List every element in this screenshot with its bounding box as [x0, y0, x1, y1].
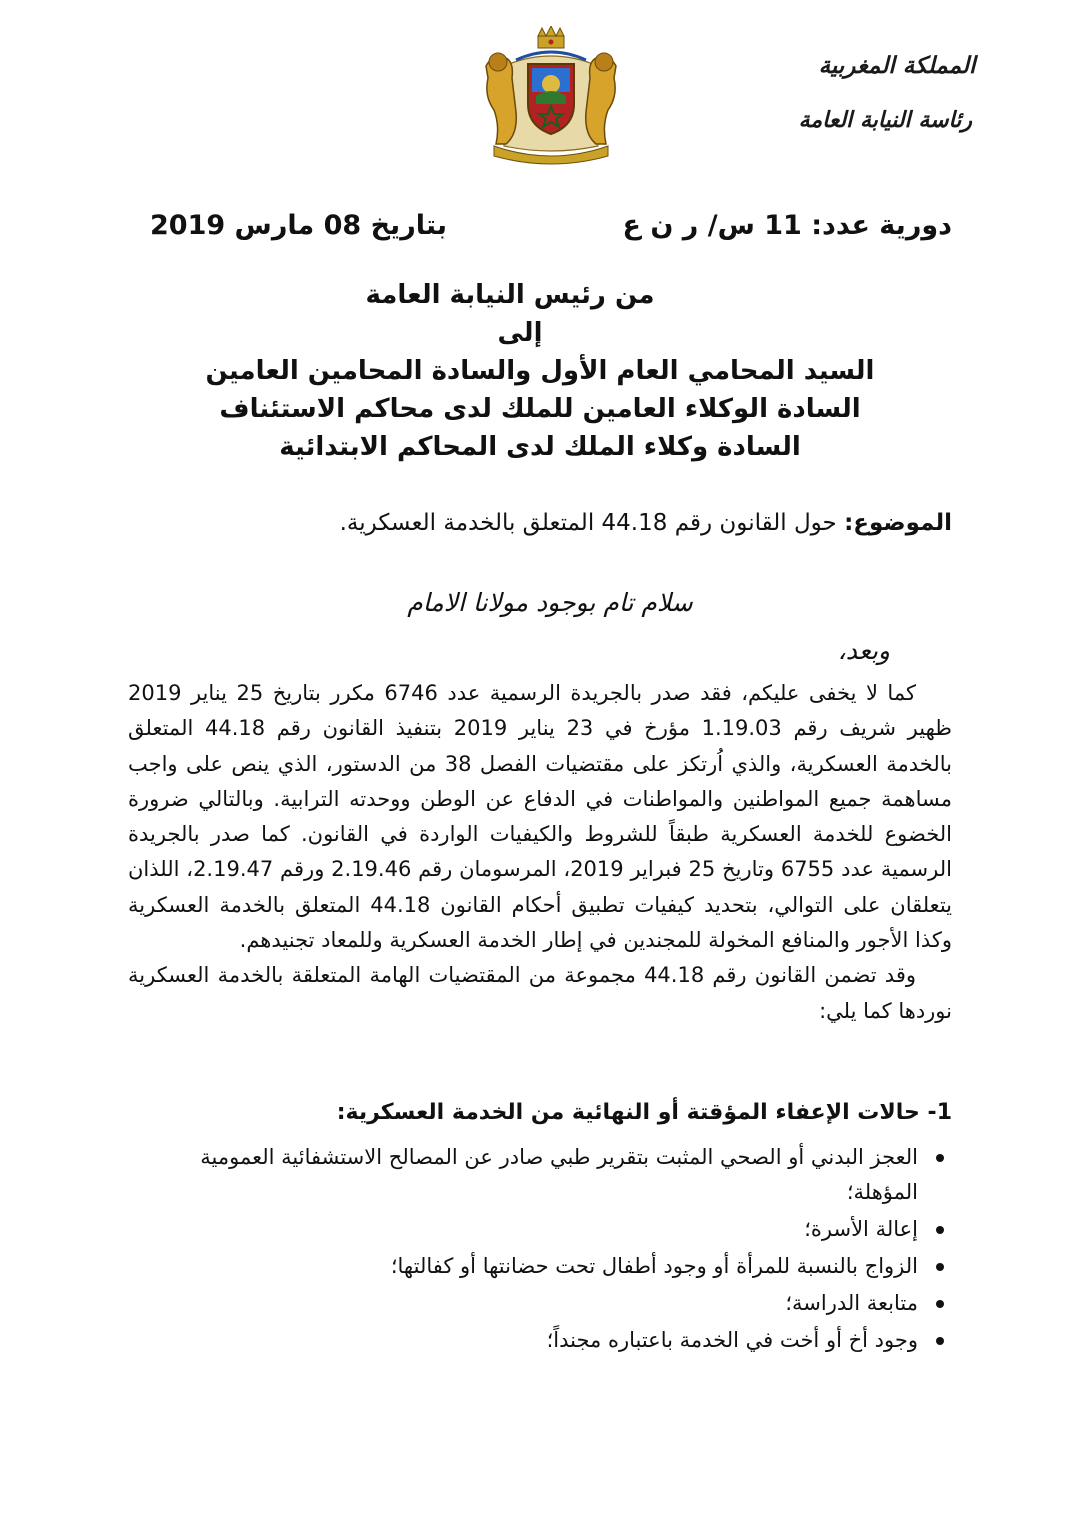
list-item [128, 1212, 948, 1247]
circular-date: بتاريخ 08 مارس 2019 [150, 209, 448, 241]
to-line: إلى [497, 318, 543, 348]
presidency-name: رئاسة النيابة العامة [798, 107, 972, 133]
subject-text: حول القانون رقم 44.18 المتعلق بالخدمة العسكرية. [339, 510, 845, 536]
bullet-icon [936, 1300, 944, 1308]
subject-line [340, 510, 952, 536]
paragraph-1: كما لا يخفى عليكم، فقد صدر بالجريدة الرسمية عدد 6746 مكرر بتاريخ 25 يناير 2019 ظهير شريف رقم 1.19.03 مؤرخ في 23 يناير 2019 بتنفيذ القانون رقم 44.18 المتعلق بالخدمة العسكرية، والذي اُرتكز على مقتضيات الفصل 38 من الدستور، الذي ينص على واجب مساهمة جميع المواطنين والمواطنات في الدفاع عن الوطن ووحدته الترابية. وبالتالي ضرورة الخضوع للخدمة العسكرية طبقاً للشروط والكيفيات الواردة في القانون. كما صدر بالجريدة الرسمية عدد 6755 وتاريخ 25 فبراير 2019، المرسومان رقم 2.19.46 ورقم 2.19.47، اللذان يتعلقان على التوالي، بتحديد كيفيات تطبيق أحكام القانون 44.18 المتعلق بالخدمة العسكرية وكذا الأجور والمنافع المخولة للمجندين في إطار الخدمة العسكرية وللمعاد تجنيدهم. [128, 681, 952, 953]
circular-reference-line [150, 205, 952, 245]
bullet-icon [936, 1337, 944, 1345]
kingdom-name: المملكة المغربية [818, 52, 976, 79]
moroccan-coat-of-arms-icon [476, 26, 626, 166]
after-salutation: وبعد، [837, 636, 890, 665]
recipient-line-2: السادة الوكلاء العامين للملك لدى محاكم الاستئناف [219, 394, 861, 424]
salutation: سلام تام بوجود مولانا الامام [407, 588, 693, 617]
bullet-icon [936, 1154, 944, 1162]
circular-number: دورية عدد: 11 س/ ر ن ع [622, 209, 952, 241]
list-item-text: الزواج بالنسبة للمرأة أو وجود أطفال تحت حضانتها أو كفالتها؛ [390, 1254, 918, 1278]
list-item [128, 1286, 948, 1321]
recipient-line-3: السادة وكلاء الملك لدى المحاكم الابتدائية [279, 432, 801, 462]
list-item-text: وجود أخ أو أخت في الخدمة باعتباره مجنداً؛ [546, 1328, 918, 1352]
addressee-block [0, 276, 1080, 466]
sender-line: من رئيس النيابة العامة [365, 280, 655, 310]
list-item-text: إعالة الأسرة؛ [804, 1217, 918, 1241]
list-item [128, 1249, 948, 1284]
bullet-icon [936, 1263, 944, 1271]
list-item [128, 1323, 948, 1358]
bullet-icon [936, 1226, 944, 1234]
body-text [128, 676, 952, 1029]
section-1-title: 1- حالات الإعفاء المؤقتة أو النهائية من الخدمة العسكرية: [336, 1100, 952, 1125]
list-item [128, 1140, 948, 1210]
recipient-line-1: السيد المحامي العام الأول والسادة المحامين العامين [205, 356, 875, 386]
organization-header [798, 52, 1012, 133]
list-item-text: متابعة الدراسة؛ [785, 1291, 918, 1315]
subject-label: الموضوع: [844, 510, 952, 536]
exemption-list [128, 1140, 948, 1360]
list-item-text: العجز البدني أو الصحي المثبت بتقرير طبي صادر عن المصالح الاستشفائية العمومية المؤهلة؛ [200, 1145, 918, 1204]
paragraph-2: وقد تضمن القانون رقم 44.18 مجموعة من المقتضيات الهامة المتعلقة بالخدمة العسكرية نوردها كما يلي: [128, 963, 952, 1023]
